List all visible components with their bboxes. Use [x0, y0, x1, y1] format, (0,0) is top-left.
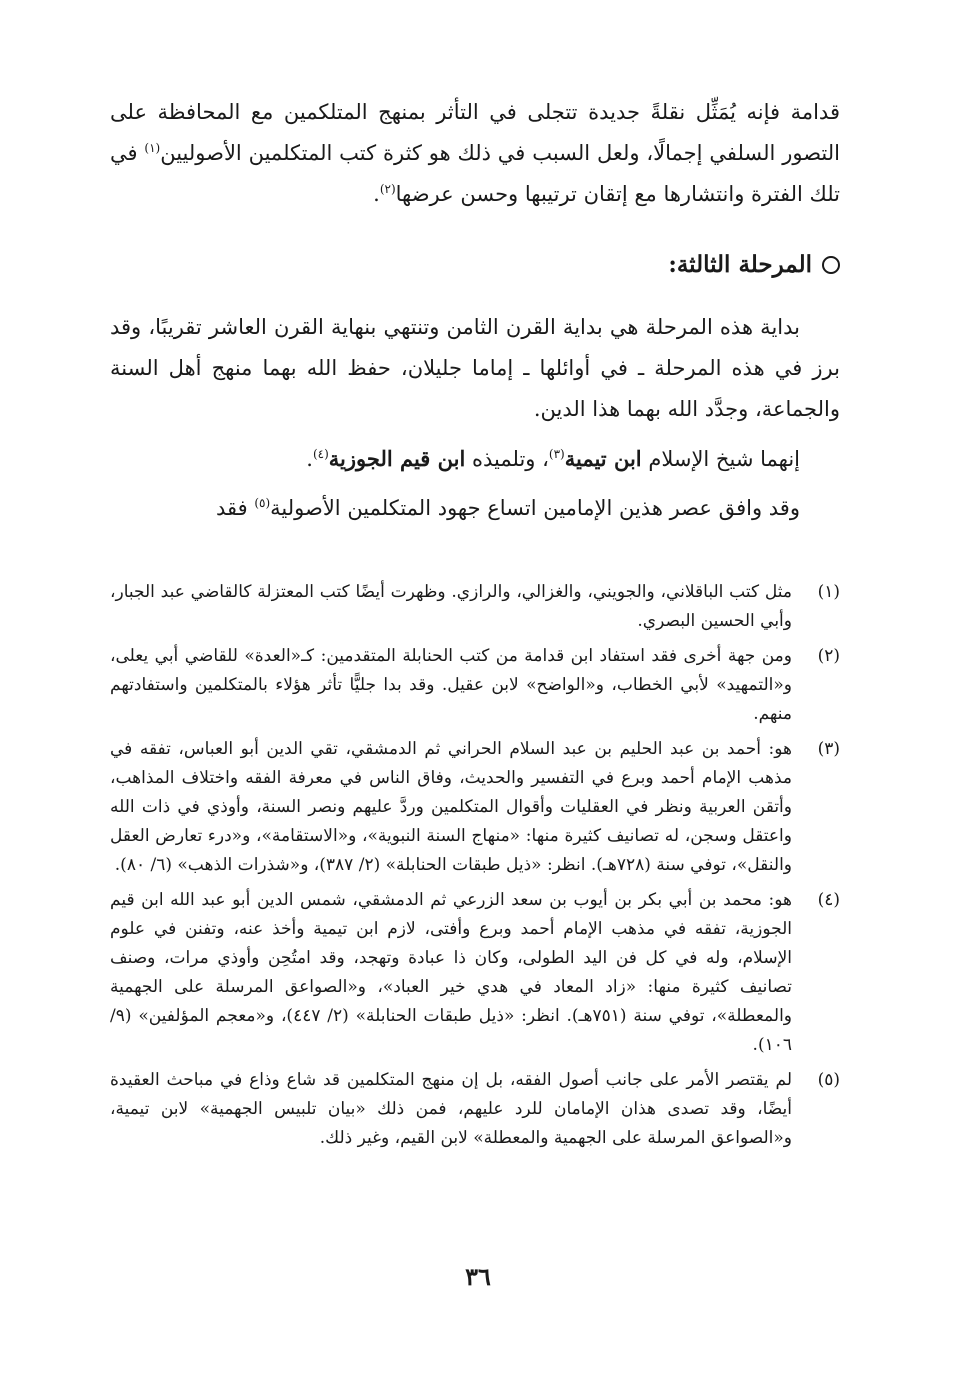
body-paragraph-3 — [110, 438, 840, 480]
footnote-text: هو: أحمد بن عبد الحليم بن عبد السلام الحراني ثم الدمشقي، تقي الدين أبو العباس، تفقه في مذهب الإمام أحمد وبرع في التفسير والحديث، وفاق الناس في معرفة الفقه واختلاف المذاهب، وأتقن العربية ونظر في العقليات وأقوال المتكلمين وردَّ عليهم ونصر السنة، وأوذي في ذات الله واعتقل وسجن، له تصانيف كثيرة منها: «منهاج السنة النبوية»، و«الاستقامة»، و«درء تعارض العقل والنقل»، توفي سنة (٧٢٨هـ). انظر: «ذيل طبقات الحنابلة» (٢/ ٣٨٧)، و«شذرات الذهب» (٦/ ٨٠). — [110, 739, 792, 875]
para1-end: . — [373, 182, 380, 206]
circle-bullet-icon — [822, 256, 840, 274]
section-heading-text: المرحلة الثالثة: — [668, 251, 812, 278]
footnote-1 — [110, 578, 840, 636]
name-ibn-qayyim: ابن قيم الجوزية — [328, 446, 466, 471]
footnote-ref-1[interactable]: (١) — [144, 141, 161, 155]
para1-text: قدامة فإنه يُمَثِّل نقلةً جديدة تتجلى في التأثر بمنهج المتلكمين مع المحافظة على التصور السلفي إجمالًا، ولعل السبب في ذلك هو كثرة كتب المتكلمين الأصوليين — [110, 100, 840, 165]
body-paragraph-1 — [110, 92, 840, 215]
para1-mid-text: في تلك الفترة وانتشارها مع إتقان ترتيبها وحسن عرضها — [110, 141, 840, 206]
para3-end: . — [306, 447, 313, 471]
page-number: ٣٦ — [465, 1262, 491, 1291]
footnote-number: (١) — [817, 582, 840, 602]
name-ibn-taymiyya: ابن تيمية — [564, 446, 642, 471]
footnote-ref-2[interactable]: (٢) — [379, 182, 396, 196]
para3-start-text: إنهما شيخ الإسلام — [641, 447, 800, 471]
footnote-number: (٣) — [817, 739, 840, 759]
footnote-text: مثل كتب الباقلاني، والجويني، والغزالي، والرازي. وظهرت أيضًا كتب المعتزلة كالقاضي عبد الجبار، وأبي الحسين البصري. — [110, 582, 792, 631]
footnote-ref-5[interactable]: (٥) — [254, 496, 271, 510]
footnote-ref-3[interactable]: (٣) — [548, 447, 565, 461]
footnote-ref-4[interactable]: (٤) — [312, 447, 329, 461]
footnote-number: (٢) — [817, 646, 840, 666]
footnote-3 — [110, 735, 840, 880]
body-paragraph-2: بداية هذه المرحلة هي بداية القرن الثامن وتنتهي بنهاية القرن العاشر تقريبًا، وقد برز في هذه المرحلة ـ في أوائلها ـ إماما جليلان، حفظ الله بهما منهج أهل السنة والجماعة، وجدَّد الله بهما هذا الدين. — [110, 315, 840, 421]
footnote-number: (٤) — [817, 890, 840, 910]
para4-start-text: وقد وافق عصر هذين الإمامين اتساع جهود المتكلمين الأصولية — [270, 496, 800, 520]
page-content — [110, 92, 840, 1159]
footnote-text: لم يقتصر الأمر على جانب أصول الفقه، بل إن منهج المتكلمين قد شاع وذاع في مباحث العقيدة أيضًا، وقد تصدى هذان الإمامان للرد عليهم، فمن ذلك «بيان تلبيس الجهمية» لابن تيمية، و«الصواعق المرسلة على الجهمية والمعطلة» لابن القيم، وغير ذلك. — [110, 1070, 792, 1148]
footnote-number: (٥) — [817, 1070, 840, 1090]
body-paragraph-4 — [110, 488, 840, 529]
para3-mid-text: ، وتلميذه — [465, 447, 549, 471]
footnote-2 — [110, 642, 840, 729]
para4-end-text: فقد — [215, 496, 255, 520]
footnote-4 — [110, 886, 840, 1060]
section-heading — [110, 245, 840, 285]
footnotes-section — [110, 578, 840, 1153]
footnote-text: هو: محمد بن أبي بكر بن أيوب بن سعد الزرعي ثم الدمشقي، شمس الدين أبو عبد الله ابن قيم الجوزية، تفقه في مذهب الإمام أحمد وبرع وأفتى، لازم ابن تيمية وأخذ عنه، وتفنن في علوم الإسلام، وله في كل فن اليد الطولى، وكان ذا عبادة وتهجد، وقد امتُحِن وأوذي مرات، وصنف تصانيف كثيرة منها: «زاد المعاد في هدي خير العباد»، و«الصواعق المرسلة على الجهمية والمعطلة»، توفي سنة (٧٥١هـ). انظر: «ذيل طبقات الحنابلة» (٢/ ٤٤٧)، و«معجم المؤلفين» (٩/ ١٠٦). — [110, 890, 792, 1055]
footnote-5 — [110, 1066, 840, 1153]
footnote-text: ومن جهة أخرى فقد استفاد ابن قدامة من كتب الحنابلة المتقدمين: كـ«العدة» للقاضي أبي يعلى، و«التمهيد» لأبي الخطاب، و«الواضح» لابن عقيل. وقد بدا جليًّا تأثر هؤلاء بالمتكلمين واستفادتهم منهم. — [110, 646, 792, 724]
